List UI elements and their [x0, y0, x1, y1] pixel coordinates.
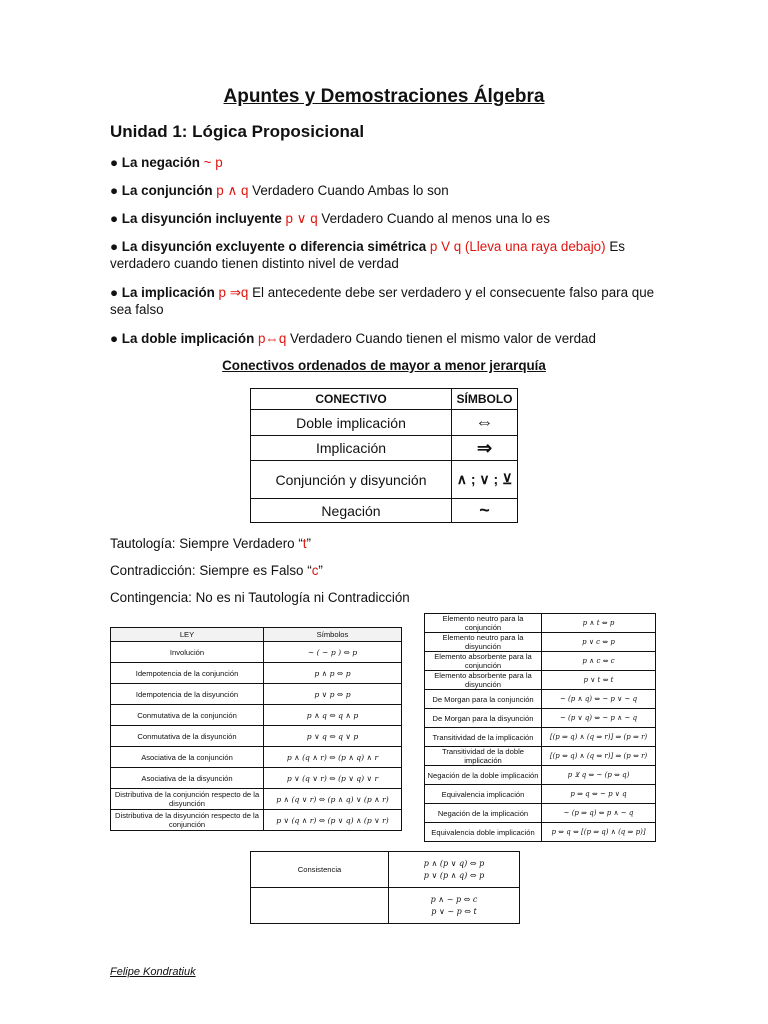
bullet-label: ● La implicación	[110, 285, 215, 300]
law-formula: p ∧ ~ p ⇔ c	[430, 894, 478, 904]
law-name: De Morgan para la conjunción	[425, 690, 542, 709]
connective-name: Implicación	[251, 436, 452, 461]
law-name: Negación de la implicación	[425, 804, 542, 823]
definition-end: ”	[306, 536, 311, 551]
author-name: Felipe Kondratiuk	[110, 966, 196, 978]
law-formula: p ⇔ q ⇔ [(p ⇒ q) ∧ (q ⇒ p)]	[542, 823, 656, 842]
definition-text: Contradicción: Siempre es Falso “	[110, 563, 312, 578]
law-name: Conmutativa de la conjunción	[111, 705, 264, 726]
empty-cell	[251, 888, 389, 924]
law-name: Transitividad de la implicación	[425, 728, 542, 747]
bullet-symbol: p ⇒q	[214, 285, 249, 300]
law-name: De Morgan para la disyunción	[425, 709, 542, 728]
law-formula: p ∧ q ⇔ q ∧ p	[264, 705, 402, 726]
table-row	[425, 671, 656, 690]
bullet-implication	[110, 284, 670, 318]
table-header-row	[111, 628, 402, 642]
table-row	[251, 888, 520, 924]
hierarchy-subtitle: Conectivos ordenados de mayor a menor jerarquía	[222, 358, 546, 373]
table-header-row	[251, 389, 518, 410]
unit-heading: Unidad 1: Lógica Proposicional	[110, 122, 365, 141]
bullet-conjunction	[110, 182, 670, 199]
law-formula: ~ (p ∧ q) ⇔ ~ p ∨ ~ q	[542, 690, 656, 709]
bullet-label: ● La disyunción excluyente o diferencia simétrica	[110, 239, 427, 254]
law-name: Transitividad de la doble implicación	[425, 747, 542, 766]
connective-symbol: ⇒	[452, 436, 518, 461]
law-name: Idempotencia de la disyunción	[111, 684, 264, 705]
connective-symbol: ∧ ; ∨ ; ⊻	[452, 461, 518, 499]
table-row	[111, 705, 402, 726]
table-row	[111, 684, 402, 705]
law-formula: [(p ⇔ q) ∧ (q ⇔ r)] ⇒ (p ⇔ r)	[542, 747, 656, 766]
bullet-symbol: ~ p	[199, 155, 223, 170]
table-row	[111, 768, 402, 789]
bullet-symbol: p⇔q	[254, 331, 287, 346]
table-row	[425, 652, 656, 671]
law-formula: p ∨ (q ∨ r) ⇔ (p ∨ q) ∨ r	[264, 768, 402, 789]
definition-contradiction	[110, 562, 670, 579]
law-formula: p ∨ (p ∧ q) ⇔ p	[423, 870, 485, 880]
law-name: Conmutativa de la disyunción	[111, 726, 264, 747]
law-formula: p ∨ t ⇔ t	[542, 671, 656, 690]
bullet-inclusive-disjunction	[110, 210, 670, 227]
table-row	[425, 804, 656, 823]
table-row	[425, 690, 656, 709]
connective-name: Negación	[251, 499, 452, 523]
table-row	[251, 410, 518, 436]
bullet-text: Verdadero Cuando tienen el mismo valor de verdad	[286, 331, 596, 346]
law-name: Distributiva de la conjunción respecto de la disyunción	[111, 789, 264, 810]
connective-name: Conjunción y disyunción	[251, 461, 452, 499]
definition-mark: c	[311, 563, 319, 578]
law-name: Equivalencia doble implicación	[425, 823, 542, 842]
law-formula: ~ ( ~ p ) ⇔ p	[264, 642, 402, 663]
definition-end: ”	[318, 563, 323, 578]
law-formula: ~ (p ∨ q) ⇔ ~ p ∧ ~ q	[542, 709, 656, 728]
law-formula: p ∨ (q ∧ r) ⇔ (p ∨ q) ∧ (p ∨ r)	[264, 810, 402, 831]
law-formula: p ∧ (q ∧ r) ⇔ (p ∧ q) ∧ r	[264, 747, 402, 768]
column-header: LEY	[111, 628, 264, 642]
law-formula: p ∨ ~ p ⇔ t	[431, 906, 477, 916]
law-formula: [(p ⇒ q) ∧ (q ⇒ r)] ⇒ (p ⇒ r)	[542, 728, 656, 747]
definition-mark: t	[302, 536, 307, 551]
law-name: Negación de la doble implicación	[425, 766, 542, 785]
law-name: Involución	[111, 642, 264, 663]
table-row	[425, 766, 656, 785]
bullet-text: Es verdadero cuando tienen distinto nivel de verdad	[110, 239, 625, 271]
definition-text: Tautología: Siempre Verdadero “	[110, 536, 303, 551]
definition-contingency	[110, 589, 670, 606]
law-formula: p ∧ p ⇔ p	[264, 663, 402, 684]
table-row	[111, 810, 402, 831]
definition-tautology	[110, 535, 670, 552]
table-row	[111, 663, 402, 684]
table-row	[425, 614, 656, 633]
law-formula: p ⊻ q ⇔ ~ (p ⇔ q)	[542, 766, 656, 785]
bullet-label: ● La disyunción incluyente	[110, 211, 282, 226]
bullet-symbol: p ∧ q	[212, 183, 249, 198]
table-row	[425, 633, 656, 652]
law-name: Idempotencia de la conjunción	[111, 663, 264, 684]
law-name: Equivalencia implicación	[425, 785, 542, 804]
table-row	[425, 823, 656, 842]
table-row	[111, 747, 402, 768]
consistency-formulas	[389, 852, 520, 888]
bullet-symbol: p ∨ q	[281, 211, 318, 226]
law-formula: p ∧ c ⇔ c	[542, 652, 656, 671]
table-row	[111, 642, 402, 663]
consistency-formulas	[389, 888, 520, 924]
bullet-symbol: p V q (Lleva una raya debajo)	[426, 239, 606, 254]
table-row	[425, 728, 656, 747]
law-formula: p ⇒ q ⇔ ~ p ∨ q	[542, 785, 656, 804]
consistency-table	[250, 851, 520, 924]
connective-symbol: ⇔	[452, 410, 518, 436]
definition-text: Contingencia: No es ni Tautología ni Contradicción	[110, 590, 410, 605]
law-formula: ~ (p ⇒ q) ⇔ p ∧ ~ q	[542, 804, 656, 823]
table-row	[251, 461, 518, 499]
bullet-double-implication	[110, 330, 670, 347]
laws-table-left	[110, 627, 402, 831]
table-row	[251, 436, 518, 461]
table-row	[425, 785, 656, 804]
bullet-label: ● La conjunción	[110, 183, 213, 198]
law-name: Distributiva de la disyunción respecto de la conjunción	[111, 810, 264, 831]
column-header: CONECTIVO	[251, 389, 452, 410]
laws-table-right	[424, 613, 656, 842]
consistency-label: Consistencia	[251, 852, 389, 888]
law-name: Asociativa de la conjunción	[111, 747, 264, 768]
bullet-text: El antecedente debe ser verdadero y el consecuente falso para que sea falso	[110, 285, 655, 317]
bullet-text: Verdadero Cuando Ambas lo son	[248, 183, 449, 198]
bullet-label: ● La doble implicación	[110, 331, 255, 346]
column-header: Símbolos	[264, 628, 402, 642]
bullet-exclusive-disjunction	[110, 238, 670, 272]
table-row	[425, 709, 656, 728]
law-name: Asociativa de la disyunción	[111, 768, 264, 789]
table-row	[251, 499, 518, 523]
document-title: Apuntes y Demostraciones Álgebra	[223, 86, 545, 107]
law-formula: p ∧ (q ∨ r) ⇔ (p ∧ q) ∨ (p ∧ r)	[264, 789, 402, 810]
bullet-negation	[110, 154, 670, 171]
law-formula: p ∨ q ⇔ q ∨ p	[264, 726, 402, 747]
law-formula: p ∨ p ⇔ p	[264, 684, 402, 705]
connective-name: Doble implicación	[251, 410, 452, 436]
table-row	[425, 747, 656, 766]
connectives-table	[250, 388, 518, 523]
table-row	[111, 726, 402, 747]
law-formula: p ∧ (p ∨ q) ⇔ p	[423, 858, 485, 868]
bullet-text: Verdadero Cuando al menos una lo es	[317, 211, 550, 226]
law-formula: p ∨ c ⇔ p	[542, 633, 656, 652]
table-row	[251, 852, 520, 888]
column-header: SÍMBOLO	[452, 389, 518, 410]
law-name: Elemento neutro para la conjunción	[425, 614, 542, 633]
law-formula: p ∧ t ⇔ p	[542, 614, 656, 633]
table-row	[111, 789, 402, 810]
law-name: Elemento absorbente para la disyunción	[425, 671, 542, 690]
connective-symbol: ~	[452, 499, 518, 523]
law-name: Elemento neutro para la disyunción	[425, 633, 542, 652]
law-name: Elemento absorbente para la conjunción	[425, 652, 542, 671]
bullet-label: ● La negación	[110, 155, 200, 170]
